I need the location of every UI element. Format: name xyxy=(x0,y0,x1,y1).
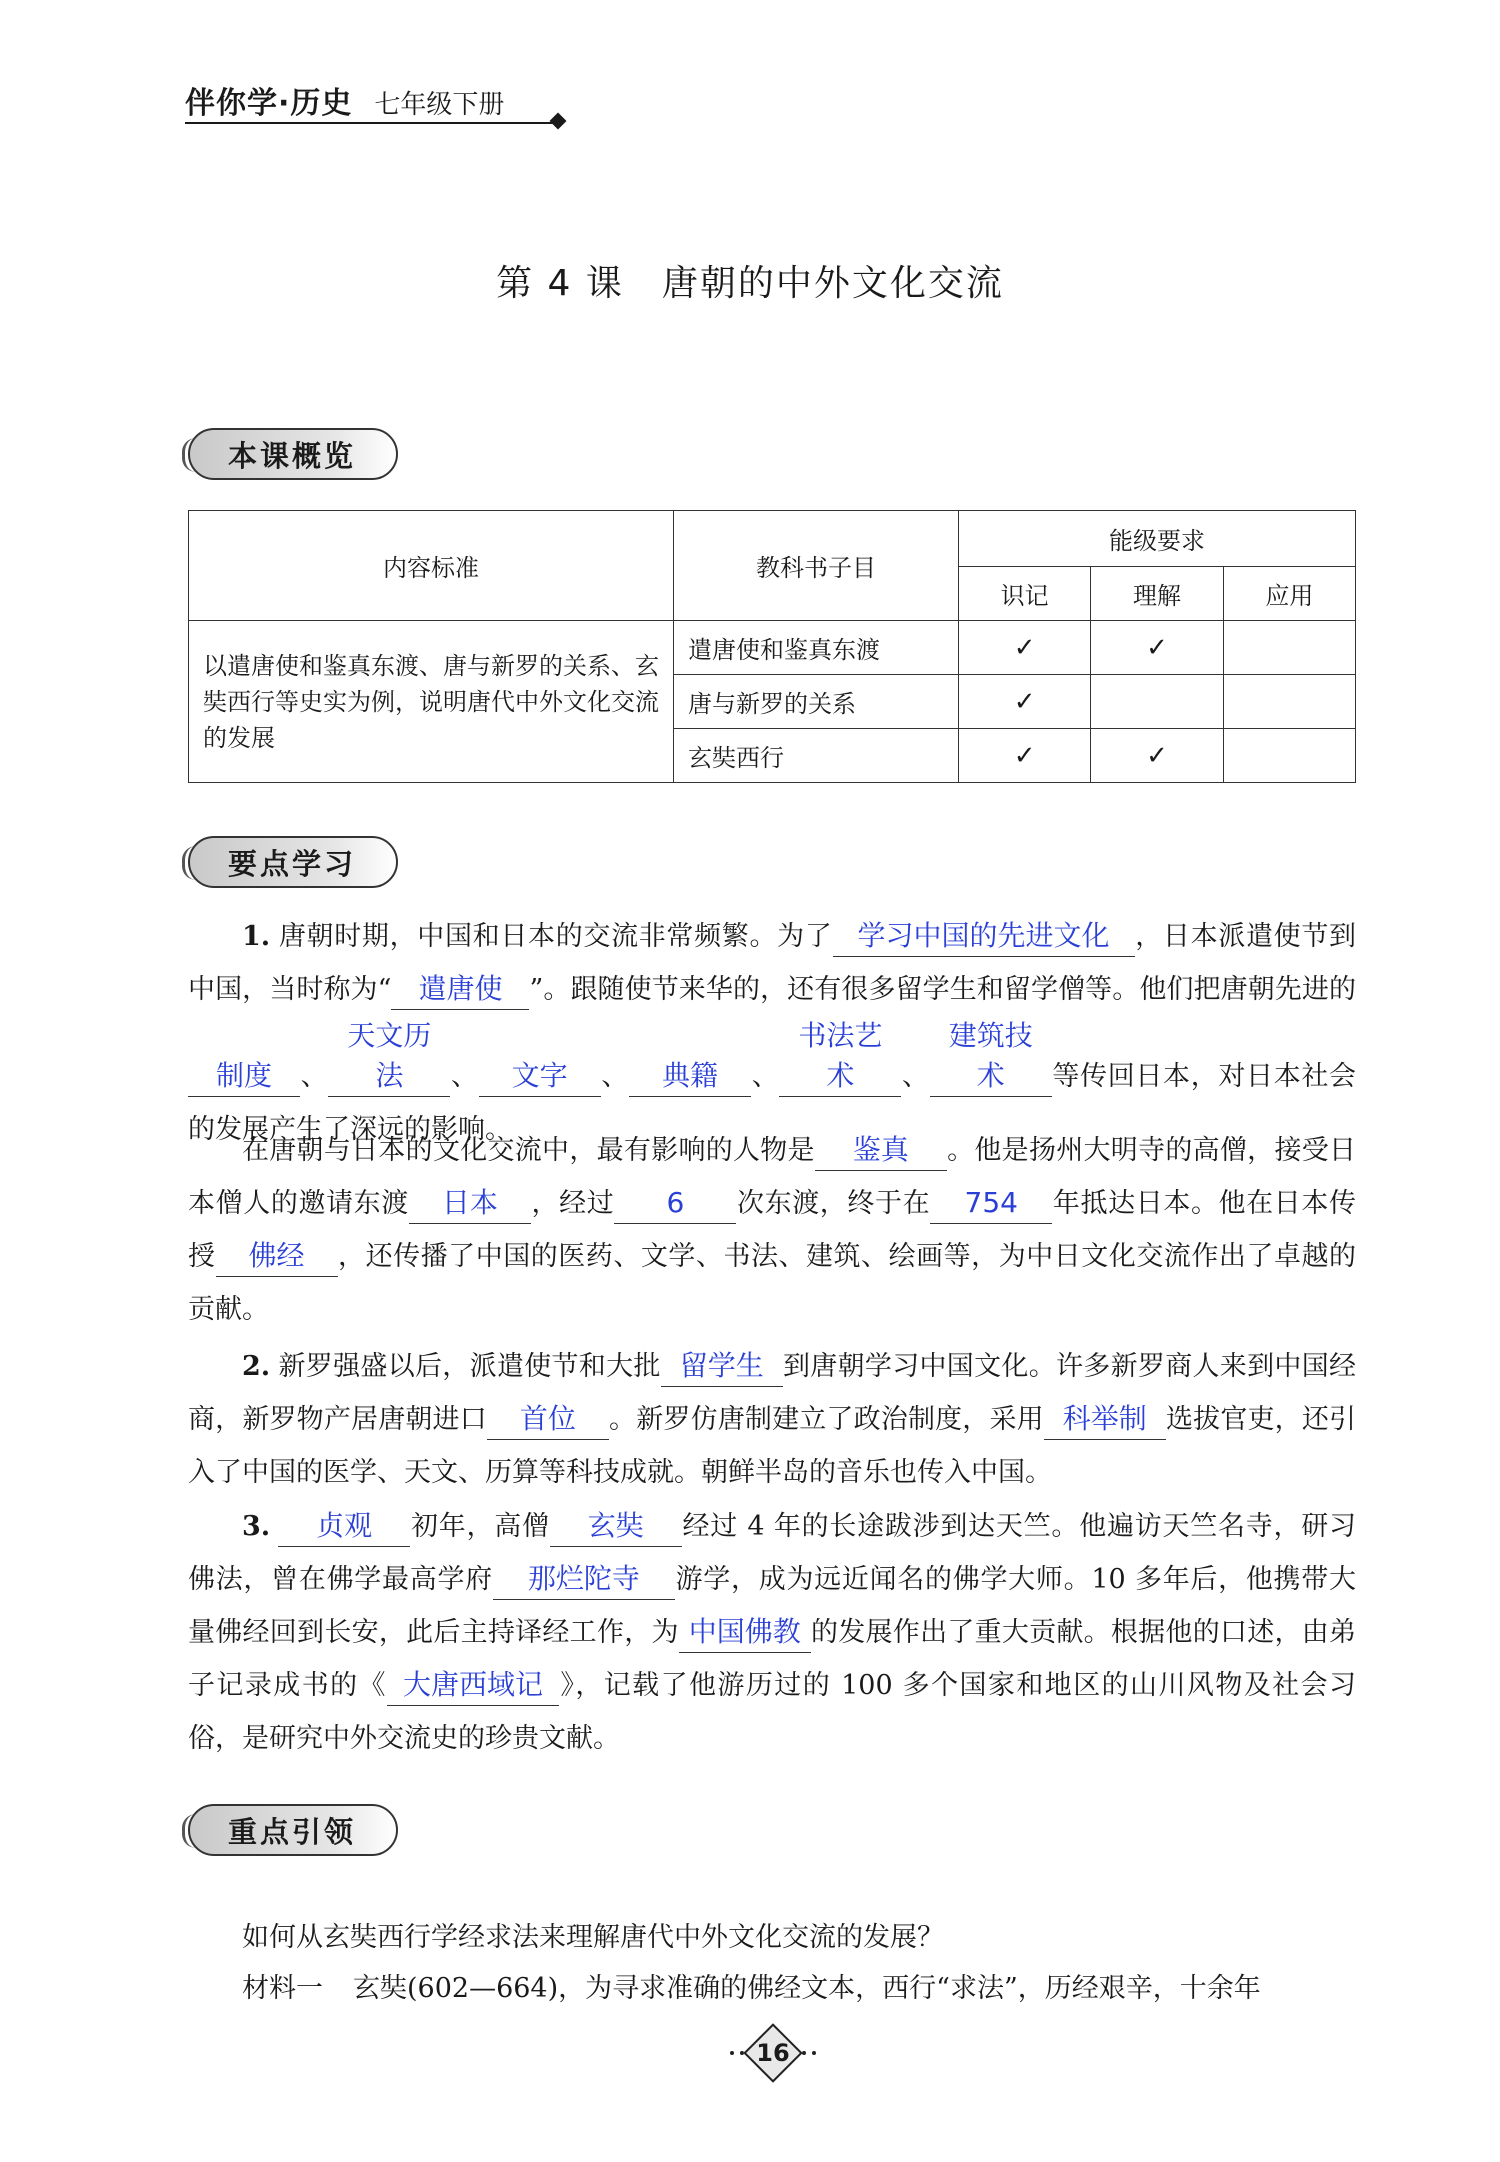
text: 初年，高僧 xyxy=(410,1511,550,1542)
item-number: 3. xyxy=(242,1511,271,1542)
text: 在唐朝与日本的文化交流中，最有影响的人物是 xyxy=(242,1135,815,1166)
item-number: 1. xyxy=(242,921,271,952)
answer-blank: 玄奘 xyxy=(550,1506,682,1547)
answer-blank: 制度 xyxy=(188,1056,300,1097)
level-apply: 应用 xyxy=(1223,567,1355,621)
level-recall: 识记 xyxy=(959,567,1091,621)
text: 等传回日本，对日本社会的发展产生了深远的影响。 xyxy=(188,1061,1357,1145)
book-series: 伴你学·历史 xyxy=(185,86,353,121)
col-standard: 内容标准 xyxy=(189,511,674,621)
check-cell: ✓ xyxy=(959,729,1091,783)
text: 。新罗仿唐制建立了政治制度，采用 xyxy=(608,1404,1044,1435)
paragraph-2 xyxy=(188,1340,1356,1499)
topic-cell: 遣唐使和鉴真东渡 xyxy=(674,621,959,675)
text: 、 xyxy=(600,1061,630,1092)
answer-blank: 贞观 xyxy=(278,1506,410,1547)
answer-blank: 鉴真 xyxy=(815,1130,947,1171)
text: 唐朝时期，中国和日本的交流非常频繁。为了 xyxy=(278,921,833,952)
page-number-dots xyxy=(730,2051,744,2059)
col-level: 能级要求 xyxy=(959,511,1356,567)
check-cell xyxy=(1223,729,1355,783)
page-number-dots xyxy=(802,2051,816,2059)
answer-blank: 佛经 xyxy=(216,1236,338,1277)
text: 到唐朝学习中国文化。许多新罗商人来到中国经商，新罗物产居唐朝进口 xyxy=(188,1351,1357,1435)
text: 。他是扬州大明寺的高僧，接受日本僧人的邀请东渡 xyxy=(188,1135,1357,1219)
check-cell: ✓ xyxy=(1091,621,1223,675)
page-number xyxy=(740,2030,806,2076)
answer-blank: 科举制 xyxy=(1044,1399,1166,1440)
text: 年抵达日本。他在日本传授 xyxy=(188,1188,1357,1272)
text: 游学，成为远近闻名的佛学大师。10 多年后，他携带大量佛经回到长安，此后主持译经工作，为 xyxy=(188,1564,1356,1648)
check-cell xyxy=(1223,621,1355,675)
paragraph-3 xyxy=(188,1500,1356,1765)
book-grade: 七年级下册 xyxy=(374,90,505,120)
col-topic: 教科书子目 xyxy=(674,511,959,621)
page-number-text: 16 xyxy=(756,2039,790,2067)
check-cell: ✓ xyxy=(959,621,1091,675)
text: 次东渡，终于在 xyxy=(736,1188,931,1219)
text: ，经过 xyxy=(530,1188,615,1219)
answer-blank: 典籍 xyxy=(629,1056,751,1097)
text: 、 xyxy=(901,1061,930,1092)
answer-blank: 留学生 xyxy=(661,1346,783,1387)
text: ，还传播了中国的医药、文学、书法、建筑、绘画等，为中日文化交流作出了卓越的贡献。 xyxy=(188,1241,1357,1325)
standard-text: 以遣唐使和鉴真东渡、唐与新罗的关系、玄奘西行等史实为例，说明唐代中外文化交流的发展 xyxy=(189,621,674,783)
answer-blank: 书法艺术 xyxy=(779,1016,901,1097)
text: 、 xyxy=(450,1061,479,1092)
check-cell xyxy=(1223,675,1355,729)
answer-blank: 中国佛教 xyxy=(679,1612,811,1653)
item-number: 2. xyxy=(242,1351,271,1382)
text: 的发展作出了重大贡献。根据他的口述，由弟子记录成书的《 xyxy=(188,1617,1357,1701)
paragraph-1 xyxy=(188,910,1356,1156)
answer-blank: 首位 xyxy=(487,1399,609,1440)
header-rule xyxy=(185,122,555,124)
text: 、 xyxy=(300,1061,329,1092)
section-overview: 本课概览 xyxy=(188,428,398,480)
answer-blank: 天文历法 xyxy=(328,1016,450,1097)
answer-blank: 大唐西域记 xyxy=(387,1665,559,1706)
check-cell: ✓ xyxy=(959,675,1091,729)
answer-blank: 遣唐使 xyxy=(391,969,529,1010)
answer-blank: 文字 xyxy=(479,1056,601,1097)
section-key-points: 要点学习 xyxy=(188,836,398,888)
topic-cell: 唐与新罗的关系 xyxy=(674,675,959,729)
text: ，日本派遣使节到中国，当时称为“ xyxy=(188,921,1357,1005)
focus-question: 如何从玄奘西行学经求法来理解唐代中外文化交流的发展？ xyxy=(242,1922,944,1953)
answer-blank: 754 xyxy=(930,1183,1052,1224)
answer-blank: 日本 xyxy=(409,1183,531,1224)
overview-table xyxy=(188,510,1356,783)
material-1 xyxy=(242,1962,1356,2015)
page-header xyxy=(185,78,504,122)
section-focus: 重点引领 xyxy=(188,1804,398,1856)
material-label: 材料一 xyxy=(242,1973,323,2004)
answer-blank: 6 xyxy=(614,1183,736,1224)
level-understand: 理解 xyxy=(1091,567,1223,621)
topic-cell: 玄奘西行 xyxy=(674,729,959,783)
answer-blank: 建筑技术 xyxy=(930,1016,1052,1097)
text: 》，记载了他游历过的 100 多个国家和地区的山川风物及社会习俗，是研究中外交流史的珍贵文献。 xyxy=(188,1670,1357,1754)
text: ”。跟随使节来华的，还有很多留学生和留学僧等。他们把唐朝先进的 xyxy=(529,974,1356,1005)
answer-blank: 学习中国的先进文化 xyxy=(833,916,1135,957)
lesson-title: 第 4 课 唐朝的中外文化交流 xyxy=(496,263,1004,304)
answer-blank: 那烂陀寺 xyxy=(493,1559,675,1600)
header-diamond-icon xyxy=(550,113,567,130)
text: 新罗强盛以后，派遣使节和大批 xyxy=(278,1351,661,1382)
paragraph-1b xyxy=(188,1124,1356,1336)
text: 经过 4 年的长途跋涉到达天竺。他遍访天竺名寺，研习佛法，曾在佛学最高学府 xyxy=(188,1511,1357,1595)
text: 选拔官吏，还引入了中国的医学、天文、历算等科技成就。朝鲜半岛的音乐也传入中国。 xyxy=(188,1404,1357,1488)
material-text: 玄奘(602—664)，为寻求准确的佛经文本，西行“求法”，历经艰辛，十余年 xyxy=(353,1973,1261,2004)
check-cell xyxy=(1091,675,1223,729)
check-cell: ✓ xyxy=(1091,729,1223,783)
text: 、 xyxy=(751,1061,780,1092)
